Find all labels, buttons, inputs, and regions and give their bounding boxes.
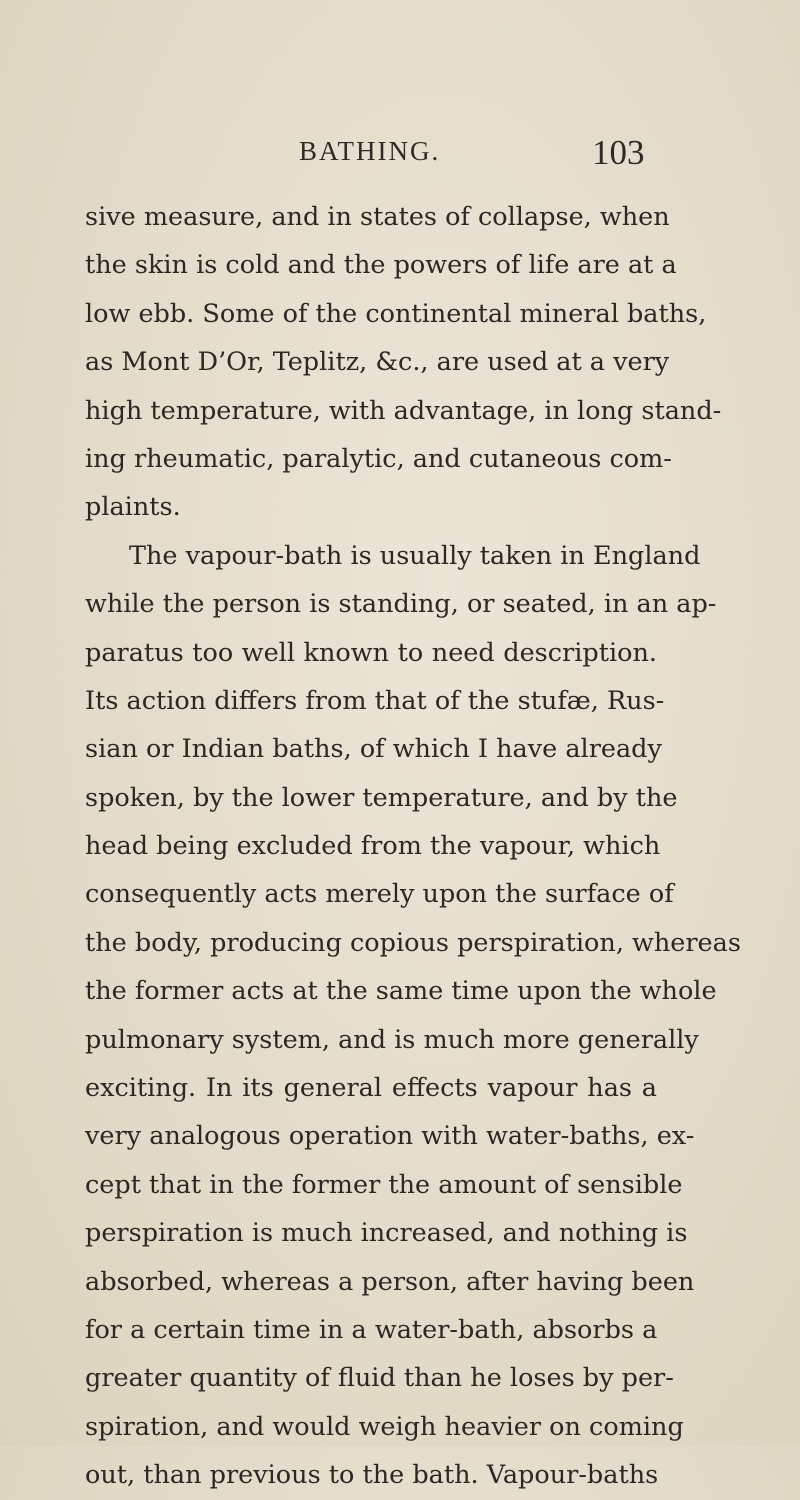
text-line: exciting. In its general effects vapour has a	[85, 1073, 657, 1104]
text-line: perspiration is much increased, and nothing is	[85, 1218, 688, 1249]
text-line: Its action differs from that of the stufæ, Rus-	[85, 685, 665, 716]
text-line: cept that in the former the amount of sensible	[85, 1169, 683, 1200]
text-line: consequently acts merely upon the surface of	[85, 879, 674, 910]
text-line: the former acts at the same time upon the whole	[85, 976, 717, 1007]
text-line: out, than previous to the bath. Vapour-baths	[85, 1460, 659, 1491]
text-line: head being excluded from the vapour, which	[85, 831, 661, 862]
text-line: for a certain time in a water-bath, absorbs a	[85, 1314, 658, 1345]
text-line: spoken, by the lower temperature, and by the	[85, 782, 678, 813]
text-line: ing rheumatic, paralytic, and cutaneous com-	[85, 443, 672, 474]
text-line: paratus too well known to need description.	[85, 637, 657, 668]
text-line: as Mont D’Or, Teplitz, &c., are used at a very	[85, 347, 670, 378]
page-header	[0, 133, 800, 173]
text-line: low ebb. Some of the continental mineral baths,	[85, 298, 707, 329]
text-line: pulmonary system, and is much more generally	[85, 1024, 699, 1055]
text-line: absorbed, whereas a person, after having been	[85, 1266, 695, 1297]
text-line: sive measure, and in states of collapse, when	[85, 202, 670, 232]
body-text	[85, 193, 741, 1500]
text-line: very analogous operation with water-baths, ex-	[85, 1121, 695, 1152]
running-head: BATHING.	[299, 136, 441, 166]
text-line: greater quantity of fluid than he loses by per-	[85, 1363, 674, 1394]
text-line: high temperature, with advantage, in long stand-	[85, 395, 722, 426]
text-line: The vapour-bath is usually taken in England	[129, 540, 701, 571]
text-line: plaints.	[85, 492, 181, 523]
text-line: spiration, and would weigh heavier on coming	[85, 1411, 684, 1442]
text-line: sian or Indian baths, of which I have already	[85, 734, 662, 765]
text-line: while the person is standing, or seated, in an ap-	[85, 589, 717, 620]
page-number: 103	[592, 133, 645, 172]
text-line: the skin is cold and the powers of life are at a	[85, 250, 677, 281]
text-line: the body, producing copious perspiration, whereas	[85, 927, 741, 958]
